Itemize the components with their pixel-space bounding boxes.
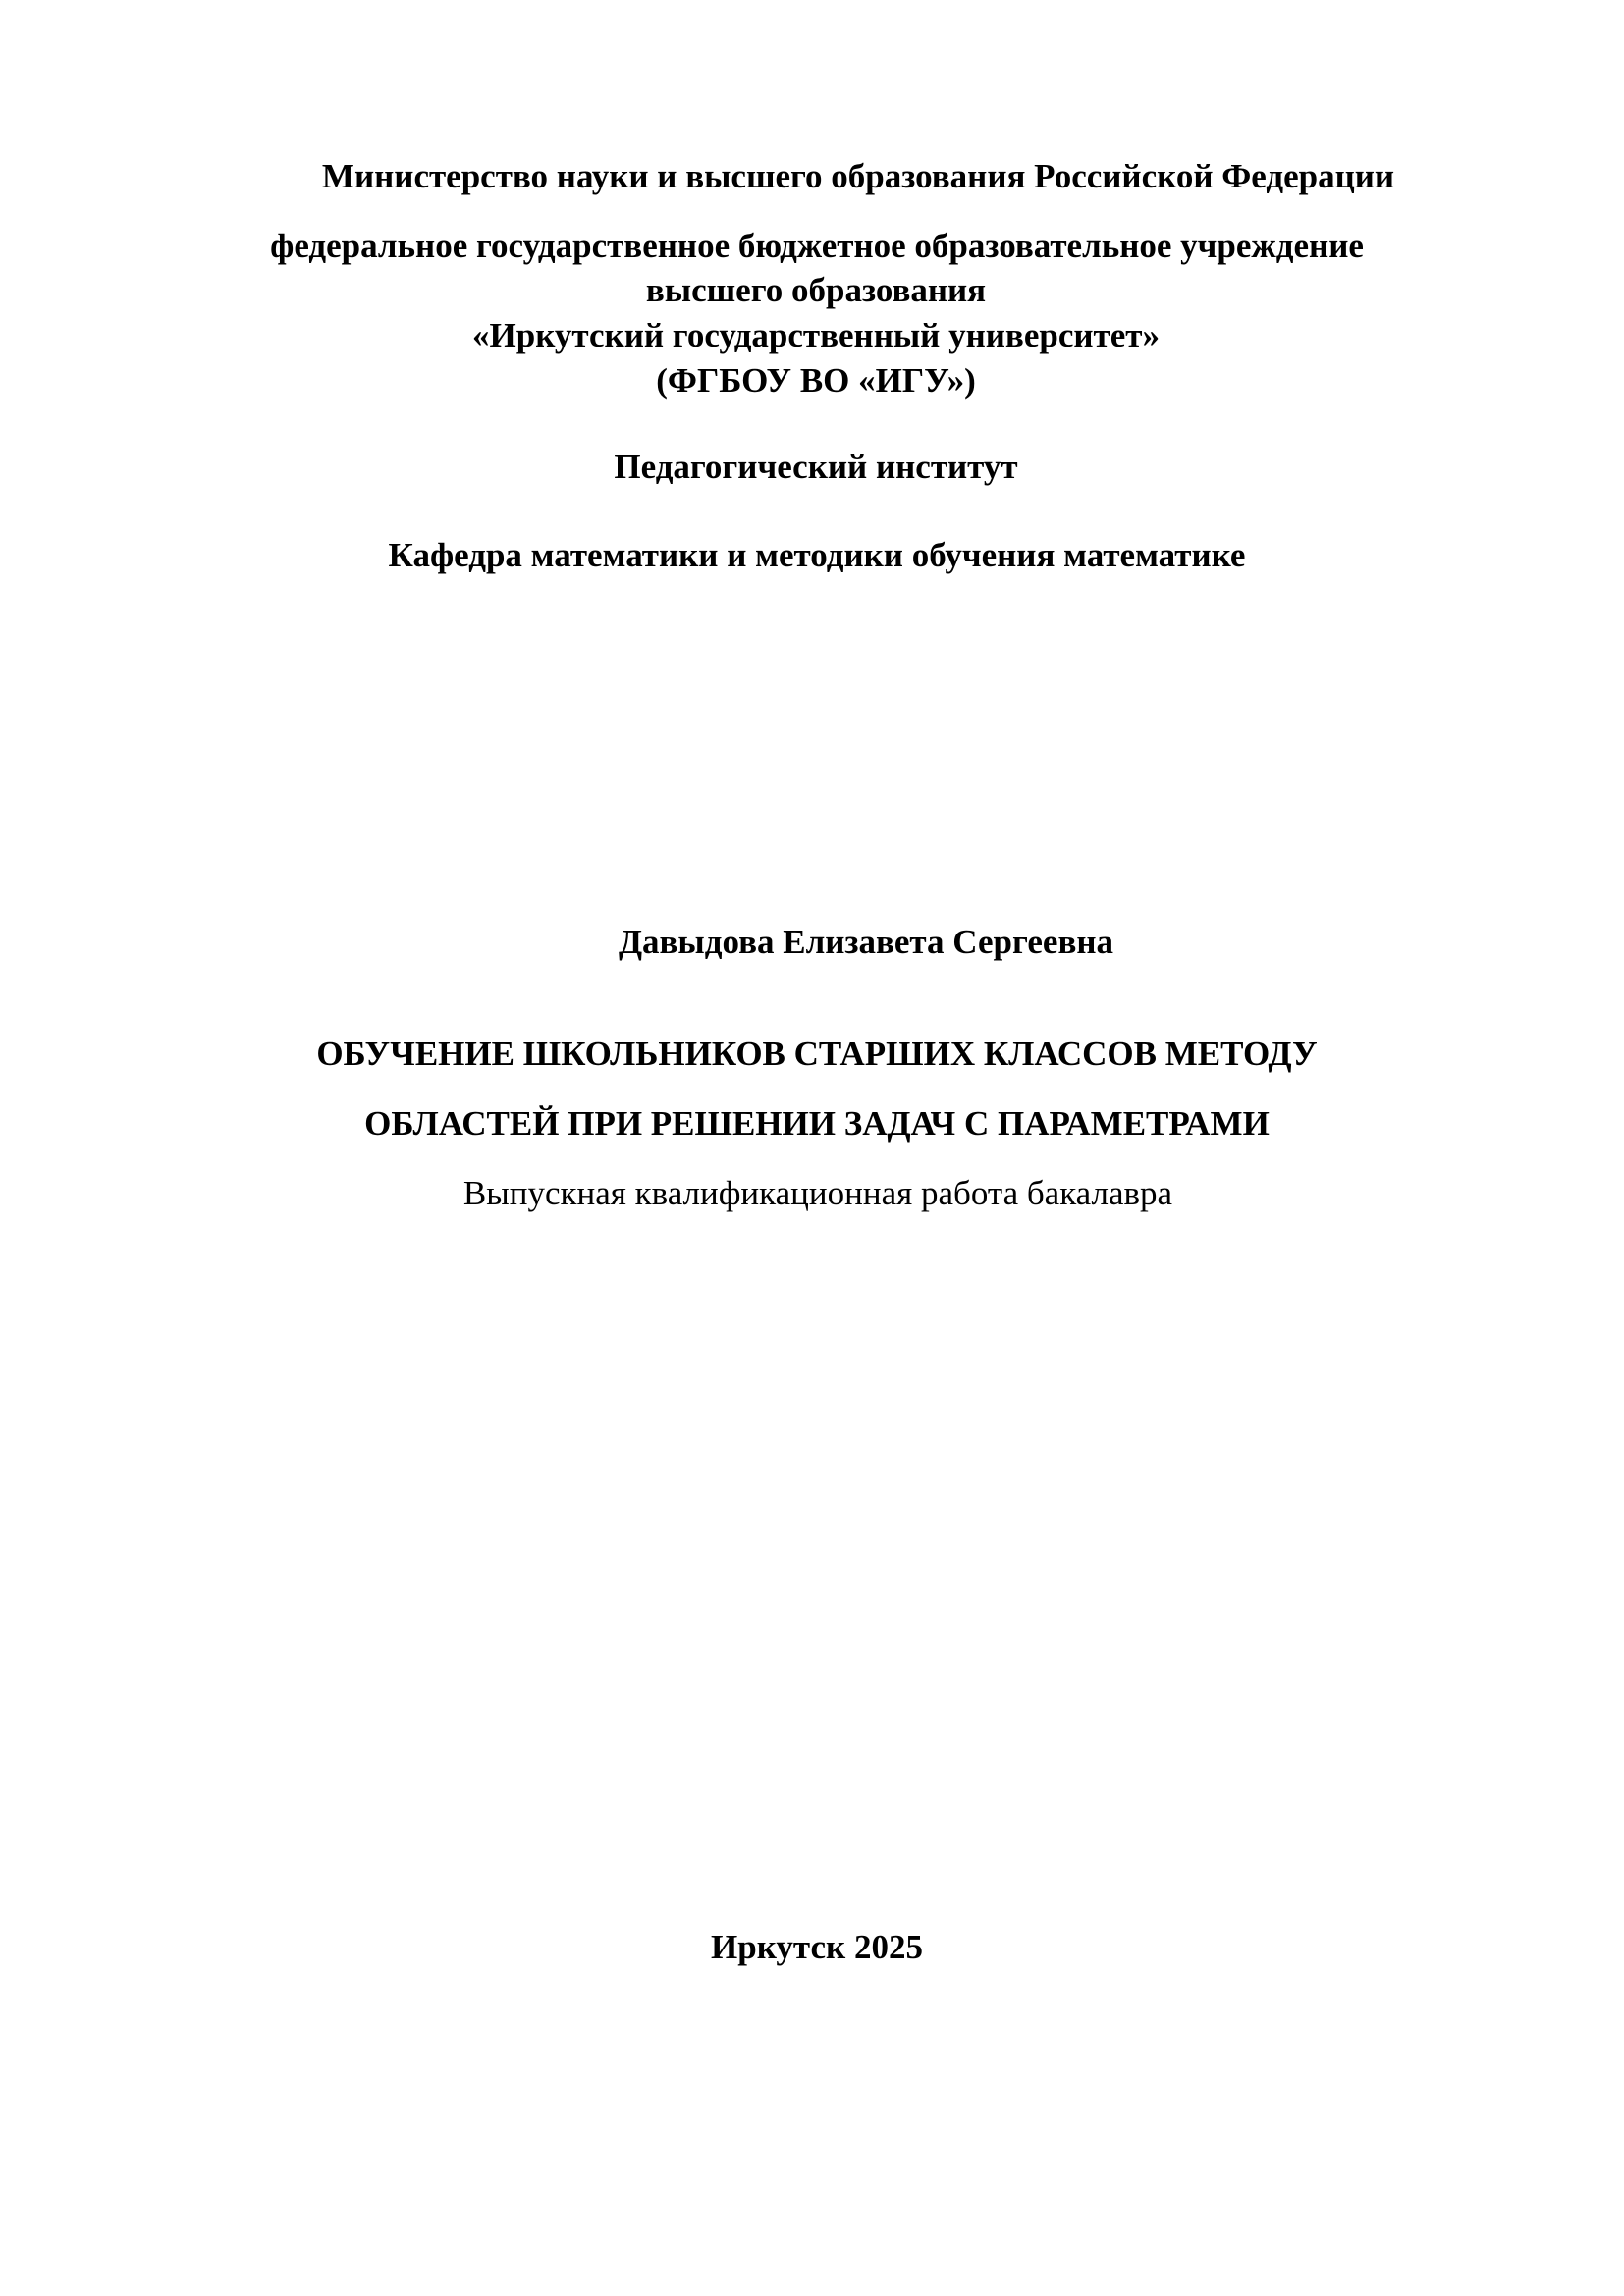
university-name: «Иркутский государственный университет» (472, 316, 1160, 354)
ministry-heading: Министерство науки и высшего образования Российской Федерации (321, 157, 1395, 195)
city-year: Иркутск 2025 (711, 1928, 923, 1966)
university-abbreviation: (ФГБОУ ВО «ИГУ») (656, 361, 976, 400)
department-name: Кафедра математики и методики обучения математике (388, 536, 1246, 574)
institute-name: Педагогический институт (614, 448, 1018, 486)
institution-type-line2: высшего образования (645, 271, 987, 309)
author-name: Давыдова Елизавета Сергеевна (618, 923, 1114, 961)
work-type: Выпускная квалификационная работа бакалавра (462, 1174, 1173, 1212)
work-title-line1: ОБУЧЕНИЕ ШКОЛЬНИКОВ СТАРШИХ КЛАССОВ МЕТОДУ (316, 1035, 1318, 1073)
work-title-line2: ОБЛАСТЕЙ ПРИ РЕШЕНИИ ЗАДАЧ С ПАРАМЕТРАМИ (364, 1104, 1270, 1143)
institution-type-line1: федеральное государственное бюджетное образовательное учреждение (270, 227, 1364, 265)
